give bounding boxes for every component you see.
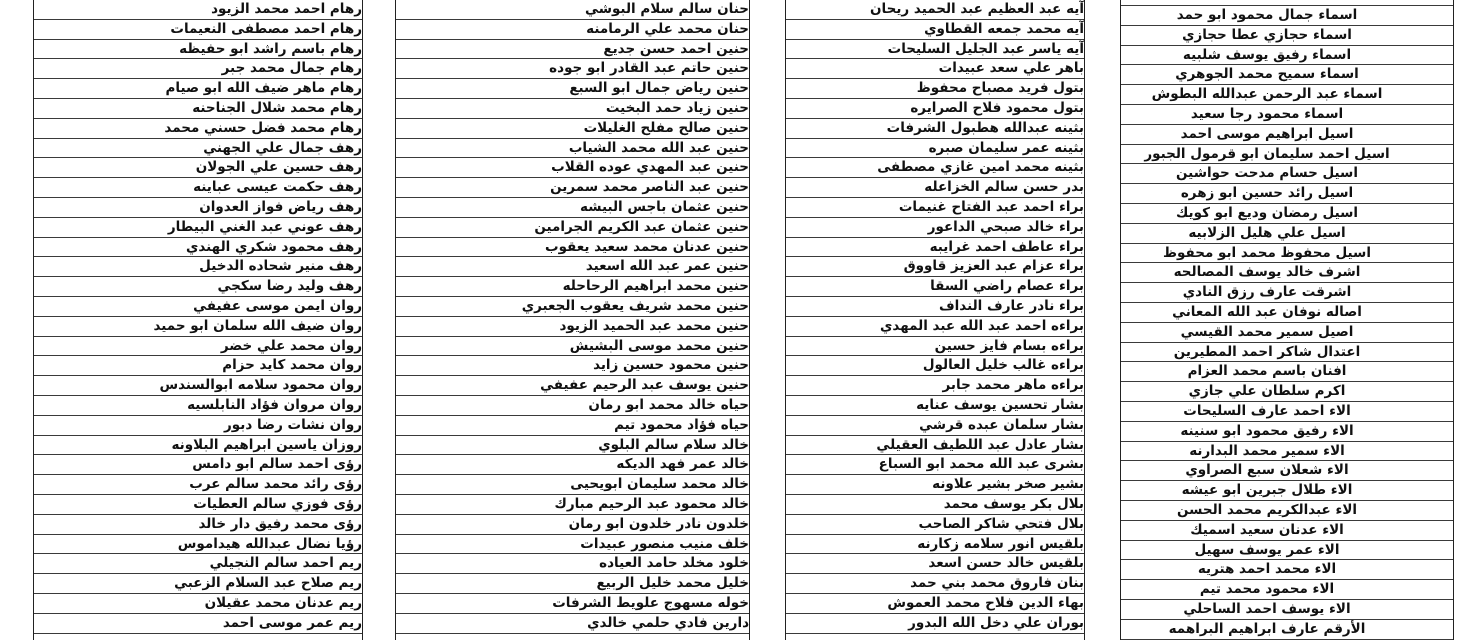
name-row: الأرقم عارف ابراهيم البراهمه bbox=[1121, 620, 1453, 640]
name-row: براء عاطف احمد غرايبه bbox=[786, 238, 1084, 258]
name-row: بشار عادل عبد اللطيف العقيلي bbox=[786, 436, 1084, 456]
name-row: بنان فاروق محمد بني حمد bbox=[786, 574, 1084, 594]
name-row: رهف محمود شكري الهندي bbox=[34, 238, 362, 258]
name-row: روان ضيف الله سلمان ابو حميد bbox=[34, 317, 362, 337]
name-row: حنين رياض جمال ابو السبع bbox=[396, 79, 749, 99]
name-row: ريم عمر موسى احمد bbox=[34, 614, 362, 634]
name-row: آيه عبد العظيم عبد الحميد ريحان bbox=[786, 0, 1084, 20]
name-row: حنين عمر عبد الله اسعيد bbox=[396, 257, 749, 277]
name-row: بتول محمود فلاح الصرايره bbox=[786, 99, 1084, 119]
name-row: رهام محمد شلال الجناحنه bbox=[34, 99, 362, 119]
name-row: براءه احمد عبد الله عبد المهدي bbox=[786, 317, 1084, 337]
name-row: اسماء سميح محمد الجوهري bbox=[1121, 65, 1453, 85]
name-row: رؤيا نضال عبدالله هيداموس bbox=[34, 535, 362, 555]
name-row: حياه خالد محمد ابو رمان bbox=[396, 396, 749, 416]
name-row: افنان باسم محمد العزام bbox=[1121, 362, 1453, 382]
name-row: حنان سالم سلام البوشي bbox=[396, 0, 749, 20]
name-row: بدر حسن سالم الخزاعله bbox=[786, 178, 1084, 198]
name-row: بشير صخر بشير علاونه bbox=[786, 475, 1084, 495]
name-row: اسماء حجازي عطا حجازي bbox=[1121, 26, 1453, 46]
name-row: اسيل حسام مدحت حواشين bbox=[1121, 164, 1453, 184]
name-row: خلدون نادر خلدون ابو رمان bbox=[396, 515, 749, 535]
name-row: براء عزام عبد العزيز قاووق bbox=[786, 257, 1084, 277]
name-row: خالد محمد سليمان ابويحيى bbox=[396, 475, 749, 495]
name-row: رؤى محمد رفيق دار خالد bbox=[34, 515, 362, 535]
name-row: روزان ياسين ابراهيم البلاونه bbox=[34, 436, 362, 456]
names-column-3 bbox=[785, 0, 1085, 640]
name-row: حنين محمد موسى البشيش bbox=[396, 337, 749, 357]
name-row: بلال بكر يوسف محمد bbox=[786, 495, 1084, 515]
name-row: خلف منيب منصور عبيدات bbox=[396, 535, 749, 555]
name-row: اصاله نوفان عبد الله المعاني bbox=[1121, 303, 1453, 323]
name-row: الاء سمير محمد البدارنه bbox=[1121, 442, 1453, 462]
name-row: حنين محمد ابراهيم الرحاحله bbox=[396, 277, 749, 297]
name-row: الاء شعلان سبع الصراوي bbox=[1121, 461, 1453, 481]
name-row: اصيل سمير محمد القيسي bbox=[1121, 323, 1453, 343]
name-row: روان محمد علي خضر bbox=[34, 337, 362, 357]
name-row: اسماء عبد الرحمن عبدالله البطوش bbox=[1121, 85, 1453, 105]
name-row: روان محمد كايد حزام bbox=[34, 356, 362, 376]
name-row: رهف عوني عبد الغني البيطار bbox=[34, 218, 362, 238]
name-row: رهام ماهر ضيف الله ابو صيام bbox=[34, 79, 362, 99]
name-row: اشرقت عارف رزق النادي bbox=[1121, 283, 1453, 303]
name-row: براء نادر عارف النداف bbox=[786, 297, 1084, 317]
name-row: حنين زياد حمد البخيت bbox=[396, 99, 749, 119]
name-row: خليل محمد خليل الربيع bbox=[396, 574, 749, 594]
name-row: اسماء جمال محمود ابو حمد bbox=[1121, 6, 1453, 26]
name-row: رؤى فوزي سالم العطيات bbox=[34, 495, 362, 515]
name-row: حنين عدنان محمد سعيد يعقوب bbox=[396, 238, 749, 258]
name-row: حياه فؤاد محمود تيم bbox=[396, 416, 749, 436]
name-row: الاء عبدالكريم محمد الحسن bbox=[1121, 501, 1453, 521]
name-row: رهام باسم راشد ابو حفيظه bbox=[34, 40, 362, 60]
name-row: رهف حكمت عيسى عباينه bbox=[34, 178, 362, 198]
name-row: اسيل احمد سليمان ابو قرمول الجبور bbox=[1121, 145, 1453, 165]
name-row: بتول فريد مصباح محفوظ bbox=[786, 79, 1084, 99]
name-row: بشرى عبد الله محمد ابو السباع bbox=[786, 455, 1084, 475]
name-row: اسماء رفيق يوسف شلبيه bbox=[1121, 46, 1453, 66]
name-row: اشرف خالد يوسف المصالحه bbox=[1121, 263, 1453, 283]
name-row: براء خالد صبحي الداعور bbox=[786, 218, 1084, 238]
name-row: اسيل رائد حسين ابو زهره bbox=[1121, 184, 1453, 204]
name-row: بلقيس انور سلامه زكارنه bbox=[786, 535, 1084, 555]
name-row: حنين عبد المهدي عوده القلاب bbox=[396, 158, 749, 178]
name-row: اكرم سلطان علي جازي bbox=[1121, 382, 1453, 402]
names-column-2 bbox=[395, 0, 750, 640]
name-row: اسيل محفوظ محمد ابو محفوظ bbox=[1121, 244, 1453, 264]
name-row: بهاء الدين فلاح محمد العموش bbox=[786, 594, 1084, 614]
names-column-1 bbox=[33, 0, 363, 640]
name-row: بلال فتحي شاكر الصاحب bbox=[786, 515, 1084, 535]
name-row: روان نشات رضا دبور bbox=[34, 416, 362, 436]
name-row: الاء عدنان سعيد اسميك bbox=[1121, 521, 1453, 541]
name-row: اسيل ابراهيم موسى احمد bbox=[1121, 125, 1453, 145]
name-row: اسيل علي هليل الزلابيه bbox=[1121, 224, 1453, 244]
name-row: حنان محمد علي الرمامنه bbox=[396, 20, 749, 40]
name-row: حنين يوسف عبد الرحيم عفيفي bbox=[396, 376, 749, 396]
name-row: اعتدال شاكر احمد المطيرين bbox=[1121, 343, 1453, 363]
name-row: باهر علي سعد عبيدات bbox=[786, 59, 1084, 79]
name-row: بلقيس خالد حسن اسعد bbox=[786, 554, 1084, 574]
name-row: آيه محمد جمعه القطاوي bbox=[786, 20, 1084, 40]
name-row: بوران علي دخل الله البدور bbox=[786, 614, 1084, 634]
name-row: الاء يوسف احمد الساحلي bbox=[1121, 600, 1453, 620]
name-row: روان ايمن موسى عفيفي bbox=[34, 297, 362, 317]
name-row: حنين صالح مفلح الغليلات bbox=[396, 119, 749, 139]
name-row: رهف رياض فواز العدوان bbox=[34, 198, 362, 218]
name-row: ريم عدنان محمد عقيلان bbox=[34, 594, 362, 614]
name-row: بثينه عمر سليمان صبره bbox=[786, 139, 1084, 159]
name-row: الاء احمد عارف السليحات bbox=[1121, 402, 1453, 422]
name-row: براءه غالب خليل العالول bbox=[786, 356, 1084, 376]
name-row: بثينه عبدالله هطبول الشرفات bbox=[786, 119, 1084, 139]
name-row: حنين عثمان باجس البيشه bbox=[396, 198, 749, 218]
name-row: رهف جمال علي الجهني bbox=[34, 139, 362, 159]
name-row: رهف وليد رضا سكجي bbox=[34, 277, 362, 297]
name-row: الاء رفيق محمود ابو سنينه bbox=[1121, 422, 1453, 442]
name-row: روان مروان فؤاد النابلسيه bbox=[34, 396, 362, 416]
name-row: اسيل رمضان وديع ابو كويك bbox=[1121, 204, 1453, 224]
name-row: الاء عمر يوسف سهيل bbox=[1121, 541, 1453, 561]
name-row: رهام جمال محمد جبر bbox=[34, 59, 362, 79]
name-row: حنين عبد الله محمد الشياب bbox=[396, 139, 749, 159]
name-row: حنين عثمان عبد الكريم الجرامين bbox=[396, 218, 749, 238]
name-row: حنين محمد شريف يعقوب الجعبري bbox=[396, 297, 749, 317]
name-row: حنين محمد عبد الحميد الزيود bbox=[396, 317, 749, 337]
name-row: رهف حسين علي الجولان bbox=[34, 158, 362, 178]
name-row: بشار تحسين يوسف عنايه bbox=[786, 396, 1084, 416]
name-row: حنين عبد الناصر محمد سمرين bbox=[396, 178, 749, 198]
name-row: ريم صلاح عبد السلام الزعبي bbox=[34, 574, 362, 594]
name-row: رؤى احمد سالم ابو دامس bbox=[34, 455, 362, 475]
name-row: رهام محمد فضل حسني محمد bbox=[34, 119, 362, 139]
name-row: رهام احمد محمد الزيود bbox=[34, 0, 362, 20]
name-row: براء احمد عبد الفتاح غنيمات bbox=[786, 198, 1084, 218]
name-row: اسماء محمود رجا سعيد bbox=[1121, 105, 1453, 125]
name-row: خلود مخلد حامد العياده bbox=[396, 554, 749, 574]
name-row: بثينه محمد امين غازي مصطفى bbox=[786, 158, 1084, 178]
name-row: بشار سلمان عبده قرشي bbox=[786, 416, 1084, 436]
name-row: آيه ياسر عبد الجليل السليحات bbox=[786, 40, 1084, 60]
name-row: براءه بسام فايز حسين bbox=[786, 337, 1084, 357]
name-row: ريم احمد سالم النجيلي bbox=[34, 554, 362, 574]
name-row: الاء طلال جبرين ابو عيشه bbox=[1121, 481, 1453, 501]
name-row: الاء محمود محمد تيم bbox=[1121, 580, 1453, 600]
name-row: دارين فادي حلمي خالدي bbox=[396, 614, 749, 634]
name-row: الاء محمد احمد هتريه bbox=[1121, 560, 1453, 580]
name-row: خالد عمر فهد الديكه bbox=[396, 455, 749, 475]
name-row: حنين حاتم عبد القادر ابو جوده bbox=[396, 59, 749, 79]
name-row: حنين محمود حسين زايد bbox=[396, 356, 749, 376]
name-row: خوله مسهوج علويط الشرفات bbox=[396, 594, 749, 614]
name-row: روان محمود سلامه ابوالسندس bbox=[34, 376, 362, 396]
name-row: رؤى رائد محمد سالم عرب bbox=[34, 475, 362, 495]
name-row: براء عصام راضي السقا bbox=[786, 277, 1084, 297]
name-row: رهف منير شحاده الدخيل bbox=[34, 257, 362, 277]
names-column-4 bbox=[1120, 0, 1454, 640]
name-row: براءه ماهر محمد جابر bbox=[786, 376, 1084, 396]
name-row: خالد سلام سالم البلوي bbox=[396, 436, 749, 456]
name-row: خالد محمود عبد الرحيم مبارك bbox=[396, 495, 749, 515]
name-row: حنين احمد حسن جديع bbox=[396, 40, 749, 60]
name-row: رهام احمد مصطفى النعيمات bbox=[34, 20, 362, 40]
